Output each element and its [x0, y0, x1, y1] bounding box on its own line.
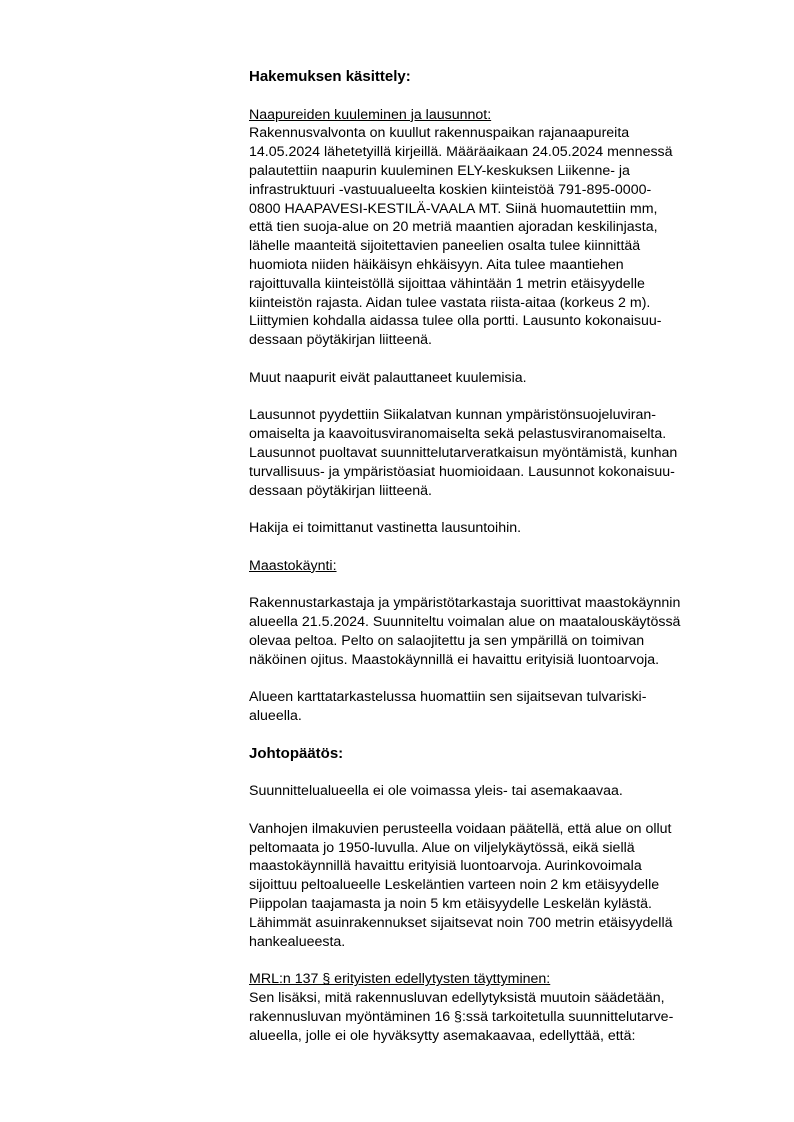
- para9-line: Sen lisäksi, mitä rakennusluvan edellytyksistä muutoin säädetään,: [249, 990, 665, 1007]
- subheading-naapureiden-kuuleminen: Naapureiden kuuleminen ja lausunnot:: [249, 106, 492, 123]
- para1-line: että tien suoja-alue on 20 metriä maantien ajoradan keskilinjasta,: [249, 219, 658, 236]
- para1-line: dessaan pöytäkirjan liitteenä.: [249, 332, 432, 349]
- para4-line: Hakija ei toimittanut vastinetta lausuntoihin.: [249, 520, 522, 537]
- para1-line: 0800 HAAPAVESI-KESTILÄ-VAALA MT. Siinä huomautettiin mm,: [249, 200, 658, 217]
- para1-line: 14.05.2024 lähetetyillä kirjeillä. Määräaikaan 24.05.2024 mennessä: [249, 144, 673, 161]
- para3-line: Lausunnot puoltavat suunnittelutarveratkaisun myöntämistä, kunhan: [249, 444, 678, 461]
- para1-line: lähelle maanteitä sijoitettavien paneelien osalta tulee kiinnittää: [249, 238, 641, 255]
- subheading-mrl-137: MRL:n 137 § erityisten edellytysten täyttyminen:: [249, 971, 551, 988]
- para8-line: peltomaata jo 1950-luvulla. Alue on viljelykäytössä, eikä siellä: [249, 839, 635, 856]
- para3-line: turvallisuus- ja ympäristöasiat huomioidaan. Lausunnot kokonaisuu-: [249, 463, 675, 480]
- para6-line: alueella.: [249, 708, 302, 725]
- para3-line: Lausunnot pyydettiin Siikalatvan kunnan ympäristönsuojeluviran-: [249, 407, 656, 424]
- para1-line: rajoittuvalla kiinteistöllä sijoittaa vähintään 1 metrin etäisyydelle: [249, 275, 645, 292]
- para1-line: huomiota niiden häikäisyn ehkäisyyn. Aita tulee maantiehen: [249, 256, 624, 273]
- para3-line: dessaan pöytäkirjan liitteenä.: [249, 482, 432, 499]
- para1-line: palautettiin naapurin kuuleminen ELY-keskuksen Liikenne- ja: [249, 162, 630, 179]
- para5-line: Rakennustarkastaja ja ympäristötarkastaja suorittivat maastokäynnin: [249, 595, 681, 612]
- para8-line: maastokäynnillä havaittu erityisiä luontoarvoja. Aurinkovoimala: [249, 858, 642, 875]
- heading-johtopaatos: Johtopäätös:: [249, 744, 344, 762]
- para2-line: Muut naapurit eivät palauttaneet kuulemisia.: [249, 369, 527, 386]
- para8-line: hankealueesta.: [249, 933, 346, 950]
- para6-line: Alueen karttatarkastelussa huomattiin sen sijaitsevan tulvariski-: [249, 689, 647, 706]
- document-page: [249, 68, 739, 1045]
- para3-line: omaiselta ja kaavoitusviranomaiselta sekä pelastusviranomaiselta.: [249, 426, 667, 443]
- para8-line: Piippolan taajamasta ja noin 5 km etäisyydelle Leskelän kylästä.: [249, 896, 652, 913]
- para1-line: kiinteistön rajasta. Aidan tulee vastata riista-aitaa (korkeus 2 m).: [249, 294, 651, 311]
- para5-line: olevaa peltoa. Pelto on salaojitettu ja sen ympärillä on toimivan: [249, 632, 645, 649]
- para1-line: Liittymien kohdalla aidassa tulee olla portti. Lausunto kokonaisuu-: [249, 313, 662, 330]
- subheading-maastokaynti: Maastokäynti:: [249, 557, 337, 574]
- para8-line: sijoittuu peltoalueelle Leskeläntien varteen noin 2 km etäisyydelle: [249, 877, 660, 894]
- para1-line: infrastruktuuri -vastuualueelta koskien kiinteistöä 791-895-0000-: [249, 181, 652, 198]
- para8-line: Vanhojen ilmakuvien perusteella voidaan päätellä, että alue on ollut: [249, 820, 672, 837]
- para9-line: alueella, jolle ei ole hyväksytty asemakaavaa, edellyttää, että:: [249, 1027, 636, 1044]
- para8-line: Lähimmät asuinrakennukset sijaitsevat noin 700 metrin etäisyydellä: [249, 914, 673, 931]
- para1-line: Rakennusvalvonta on kuullut rakennuspaikan rajanaapureita: [249, 125, 630, 142]
- para9-line: rakennusluvan myöntäminen 16 §:ssä tarkoitetulla suunnittelutarve-: [249, 1008, 674, 1025]
- heading-hakemuksen-kasittely: Hakemuksen käsittely:: [249, 68, 411, 85]
- para5-line: alueella 21.5.2024. Suunniteltu voimalan alue on maatalouskäytössä: [249, 614, 681, 631]
- para5-line: näköinen ojitus. Maastokäynnillä ei havaittu erityisiä luontoarvoja.: [249, 651, 660, 668]
- para7-line: Suunnittelualueella ei ole voimassa yleis- tai asemakaavaa.: [249, 783, 623, 800]
